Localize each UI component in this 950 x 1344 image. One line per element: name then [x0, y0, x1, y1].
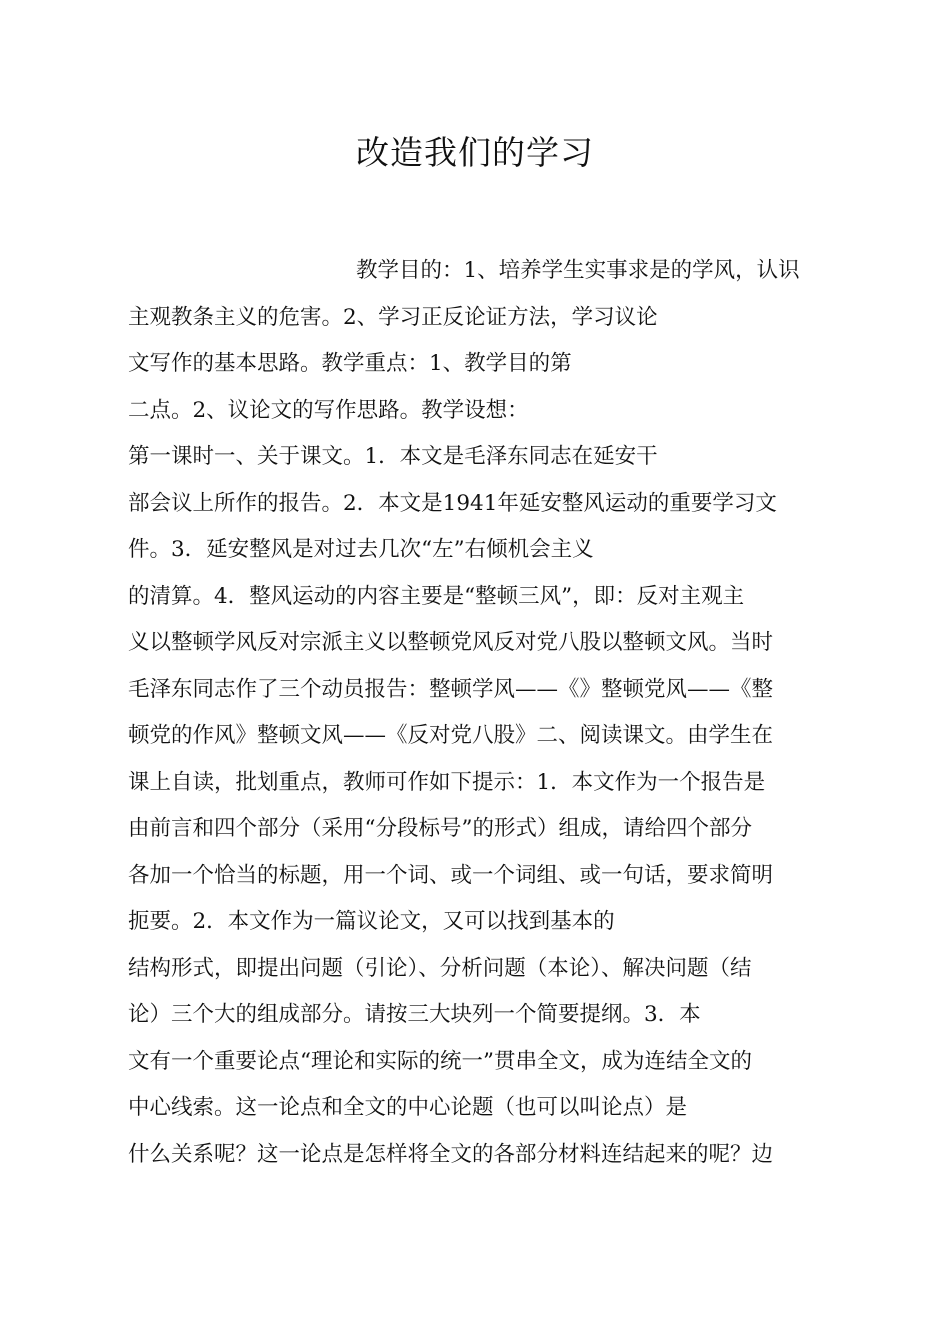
body-line: 毛泽东同志作了三个动员报告：整顿学风——《》整顿党风——《整	[128, 676, 774, 702]
body-line: 教学目的：1、培养学生实事求是的学风，认识	[356, 258, 800, 283]
body-line: 什么关系呢？这一论点是怎样将全文的各部分材料连结起来的呢？边	[128, 1141, 774, 1167]
body-line: 义以整顿学风反对宗派主义以整顿党风反对党八股以整顿文风。当时	[128, 630, 774, 655]
body-line: 扼要。2．本文作为一篇议论文，又可以找到基本的	[128, 909, 615, 934]
body-line: 课上自读，批划重点，教师可作如下提示：1．本文作为一个报告是	[128, 769, 766, 795]
body-line: 第一课时一、关于课文。1．本文是毛泽东同志在延安干	[128, 444, 658, 469]
body-line: 各加一个恰当的标题，用一个词、或一个词组、或一句话，要求简明	[128, 862, 774, 888]
body-line: 件。3．延安整风是对过去几次“左”右倾机会主义	[128, 537, 594, 562]
body-line: 二点。2、议论文的写作思路。教学设想：	[128, 397, 529, 423]
body-line: 顿党的作风》整顿文风——《反对党八股》二、阅读课文。由学生在	[128, 723, 774, 748]
body-line: 部会议上所作的报告。2．本文是1941年延安整风运动的重要学习文	[128, 490, 777, 516]
body-line: 的清算。4．整风运动的内容主要是“整顿三风”，即：反对主观主	[128, 583, 745, 609]
body-line: 由前言和四个部分（采用“分段标号”的形式）组成，请给四个部分	[128, 816, 752, 841]
document-title: 改造我们的学习	[356, 133, 594, 172]
document-body	[128, 248, 840, 1178]
body-line: 结构形式，即提出问题（引论）、分析问题（本论）、解决问题（结	[128, 955, 752, 981]
body-line: 主观教条主义的危害。2、学习正反论证方法，学习议论	[128, 304, 658, 330]
body-line: 中心线索。这一论点和全文的中心论题（也可以叫论点）是	[128, 1095, 688, 1120]
body-line: 论）三个大的组成部分。请按三大块列一个简要提纲。3．本	[128, 1002, 701, 1027]
body-line: 文写作的基本思路。教学重点：1、教学目的第	[128, 351, 572, 376]
body-line: 文有一个重要论点“理论和实际的统一”贯串全文，成为连结全文的	[128, 1048, 752, 1074]
